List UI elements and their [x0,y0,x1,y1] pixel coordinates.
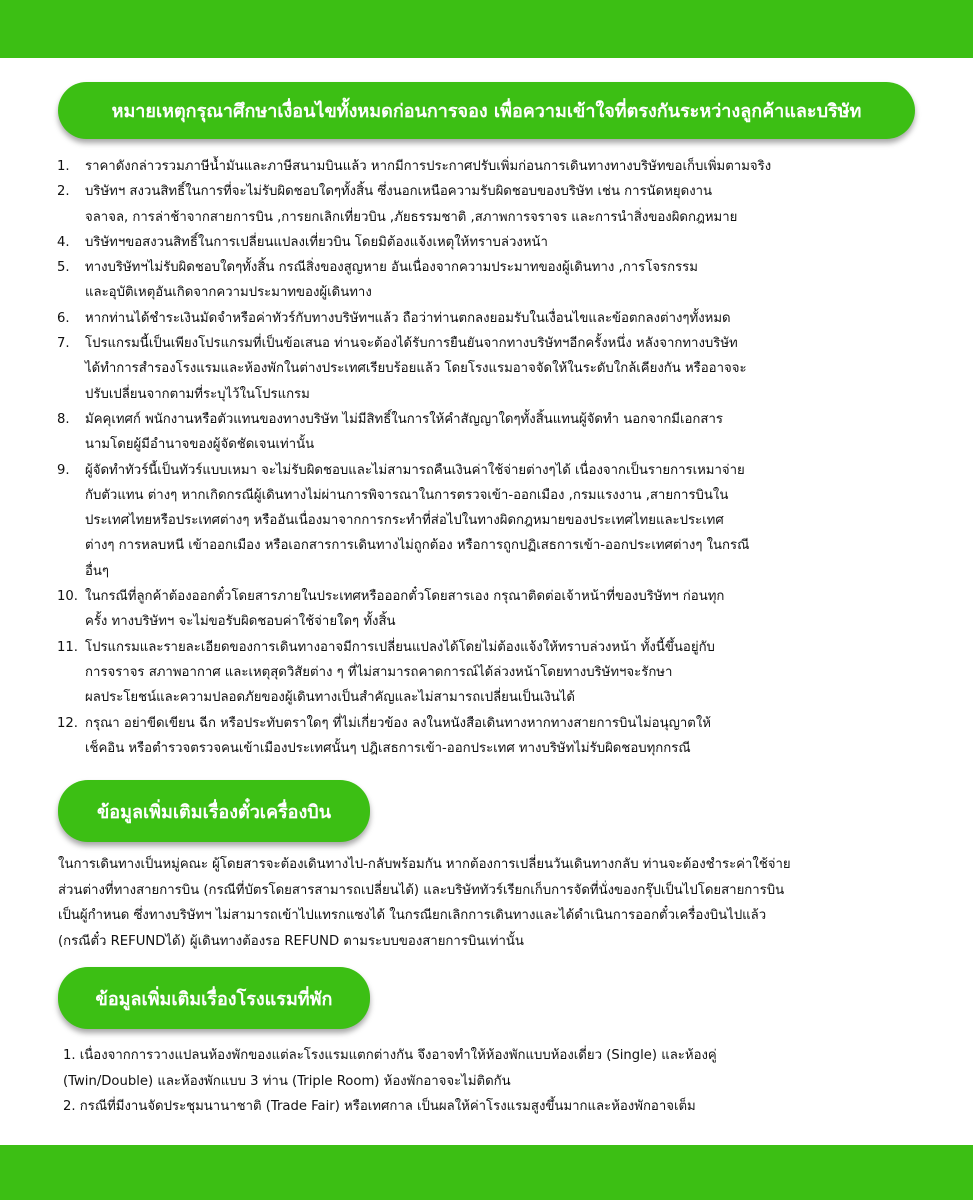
hotel-info-heading: ข้อมูลเพิ่มเติมเรื่องโรงแรมที่พัก [58,967,370,1029]
list-item [57,458,937,584]
item-number: 8. [57,411,70,427]
item-number: 11. [57,639,78,655]
item-text: โปรแกรมและรายละเอียดของการเดินทางอาจมีการเปลี่ยนแปลงได้โดยไม่ต้องแจ้งให้ทราบล่วงหน้า ทั้งนี้ขึ้นอยู่กับ [85,639,715,655]
item-text: และอุบัติเหตุอันเกิดจากความประมาทของผู้เดินทาง [85,285,372,301]
item-number: 7. [57,336,70,352]
paragraph-line: ส่วนต่างที่ทางสายการบิน (กรณีที่บัตรโดยสารสามารถเปลี่ยนได้) และบริษัททัวร์เรียกเก็บการจัดที่นั่งของกรุ๊ปเป็นไปโดยสายการบิน [58,882,785,898]
item-text: ปรับเปลี่ยนจากตามที่ระบุไว้ในโปรแกรม [85,386,310,402]
item-number: 6. [57,310,70,326]
list-item [57,331,937,407]
paragraph-line: เป็นผู้กำหนด ซึ่งทางบริษัทฯ ไม่สามารถเข้าไปแทรกแซงได้ ในกรณียกเลิกการเดินทางและได้ดำเนินการออกตั๋วเครื่องบินไปแล้ว [58,908,767,923]
list-item [57,230,937,255]
flight-info-heading: ข้อมูลเพิ่มเติมเรื่องตั๋วเครื่องบิน [58,780,370,842]
item-text: หากท่านได้ชำระเงินมัดจำหรือค่าทัวร์กับทางบริษัทฯแล้ว ถือว่าท่านตกลงยอมรับในเงื่อนไขและข้อตกลงต่างๆทั้งหมด [85,310,731,326]
paragraph-line: (กรณีตั๋ว REFUNDได้) ผู้เดินทางต้องรอ REFUND ตามระบบของสายการบินเท่านั้น [58,933,524,949]
item-text: ทางบริษัทฯไม่รับผิดชอบใดๆทั้งสิ้น กรณีสิ่งของสูญหาย อันเนื่องจากความประมาทของผู้เดินทาง ,การโจรกรรม [85,260,698,276]
hotel-info-line: (Twin/Double) และห้องพักแบบ 3 ท่าน (Triple Room) ห้องพักอาจจะไม่ติดกัน [63,1073,511,1089]
item-text: กับตัวแทน ต่างๆ หากเกิดกรณีผู้เดินทางไม่ผ่านการพิจารณาในการตรวจเข้า-ออกเมือง ,กรมแรงงาน ,สายการบินใน [85,487,729,503]
item-text: โปรแกรมนี้เป็นเพียงโปรแกรมที่เป็นข้อเสนอ ท่านจะต้องได้รับการยืนยันจากทางบริษัทฯอีกครั้งหนึ่ง หลังจากทางบริษัท [85,336,738,352]
item-text: ครั้ง ทางบริษัทฯ จะไม่ขอรับผิดชอบค่าใช้จ่ายใดๆ ทั้งสิ้น [85,614,396,630]
hotel-info-list [63,1043,923,1120]
list-item [57,154,937,179]
item-text: ต่างๆ การหลบหนี เข้าออกเมือง หรือเอกสารการเดินทางไม่ถูกต้อง หรือการถูกปฏิเสธการเข้า-ออกประเทศต่างๆ ในกรณี [85,538,750,554]
item-text: บริษัทฯ สงวนสิทธิ์ในการที่จะไม่รับผิดชอบใดๆทั้งสิ้น ซึ่งนอกเหนือความรับผิดชอบของบริษัท เช่น การนัดหยุดงาน [85,184,713,200]
list-item [57,179,937,230]
item-number: 5. [57,260,70,276]
paragraph-line: ในการเดินทางเป็นหมู่คณะ ผู้โดยสารจะต้องเดินทางไป-กลับพร้อมกัน หากต้องการเปลี่ยนวันเดินทางกลับ ท่านจะต้องชำระค่าใช้จ่าย [58,857,791,872]
item-text: ผลประโยชน์และความปลอดภัยของผู้เดินทางเป็นสำคัญและไม่สามารถเปลี่ยนเป็นเงินได้ [85,690,575,706]
item-text: ประเทศไทยหรือประเทศต่างๆ หรืออันเนื่องมาจากการกระทำที่ส่อไปในทางผิดกฎหมายของประเทศไทยและประเทศ [85,513,724,529]
list-item [57,635,937,711]
terms-list [57,154,937,761]
bottom-green-bar [0,1145,973,1200]
list-item [57,584,937,635]
hotel-info-line: 2. กรณีที่มีงานจัดประชุมนานาชาติ (Trade Fair) หรือเทศกาล เป็นผลให้ค่าโรงแรมสูงขึ้นมากและห้องพักอาจเต็ม [63,1099,696,1114]
item-text: นามโดยผู้มีอำนาจของผู้จัดชัดเจนเท่านั้น [85,437,315,453]
item-text: อื่นๆ [85,563,110,579]
terms-heading: หมายเหตุกรุณาศึกษาเงื่อนไขทั้งหมดก่อนการจอง เพื่อความเข้าใจที่ตรงกันระหว่างลูกค้าและบริษัท [58,82,915,139]
item-text: บริษัทฯขอสงวนสิทธิ์ในการเปลี่ยนแปลงเที่ยวบิน โดยมิต้องแจ้งเหตุให้ทราบล่วงหน้า [85,234,548,250]
item-text: การจราจร สภาพอากาศ และเหตุสุดวิสัยต่าง ๆ ที่ไม่สามารถคาดการณ์ได้ล่วงหน้าโดยทางบริษัทฯจะรักษา [85,664,673,680]
item-number: 2. [57,184,70,200]
list-item [57,711,937,762]
item-text: มัคคุเทศก์ พนักงานหรือตัวแทนของทางบริษัท ไม่มีสิทธิ์ในการให้คำสัญญาใดๆทั้งสิ้นแทนผู้จัดทำ นอกจากมีเอกสาร [85,411,723,427]
list-item [57,407,937,458]
list-item [57,255,937,306]
item-text: เช็คอิน หรือตำรวจตรวจคนเข้าเมืองประเทศนั้นๆ ปฎิเสธการเข้า-ออกประเทศ ทางบริษัทไม่รับผิดชอบทุกกรณี [85,740,691,756]
item-text: กรุณา อย่าขีดเขียน ฉีก หรือประทับตราใดๆ ที่ไม่เกี่ยวข้อง ลงในหนังสือเดินทางหากทางสายการบินไม่อนุญาตให้ [85,715,711,731]
item-number: 1. [57,159,70,174]
item-text: จลาจล, การล่าช้าจากสายการบิน ,การยกเลิกเที่ยวบิน ,ภัยธรรมชาติ ,สภาพการจราจร และการนำสิ่งของผิดกฎหมาย [85,209,738,225]
item-number: 4. [57,234,70,250]
list-item [57,306,937,331]
item-text: ผู้จัดทำทัวร์นี้เป็นทัวร์แบบเหมา จะไม่รับผิดชอบและไม่สามารถคืนเงินค่าใช้จ่ายต่างๆได้ เนื่องจากเป็นรายการเหมาจ่าย [85,462,745,478]
item-text: ราคาดังกล่าวรวมภาษีน้ำมันและภาษีสนามบินแล้ว หากมีการประกาศปรับเพิ่มก่อนการเดินทางทางบริษัทขอเก็บเพิ่มตามจริง [85,159,772,174]
item-text: ได้ทำการสำรองโรงแรมและห้องพักในต่างประเทศเรียบร้อยแล้ว โดยโรงแรมอาจจัดให้ในระดับใกล้เคียงกัน หรืออาจจะ [85,361,747,377]
top-green-bar [0,0,973,58]
item-number: 9. [57,462,70,478]
hotel-info-line: 1. เนื่องจากการวางแปลนห้องพักของแต่ละโรงแรมแตกต่างกัน จึงอาจทำให้ห้องพักแบบห้องเดี่ยว (Single) และห้องคู่ [63,1048,717,1063]
flight-info-paragraph [58,852,938,954]
item-number: 12. [57,715,78,731]
item-number: 10. [57,589,78,605]
item-text: ในกรณีที่ลูกค้าต้องออกตั๋วโดยสารภายในประเทศหรือออกตั๋วโดยสารเอง กรุณาติดต่อเจ้าหน้าที่ของบริษัทฯ ก่อนทุก [85,589,725,605]
